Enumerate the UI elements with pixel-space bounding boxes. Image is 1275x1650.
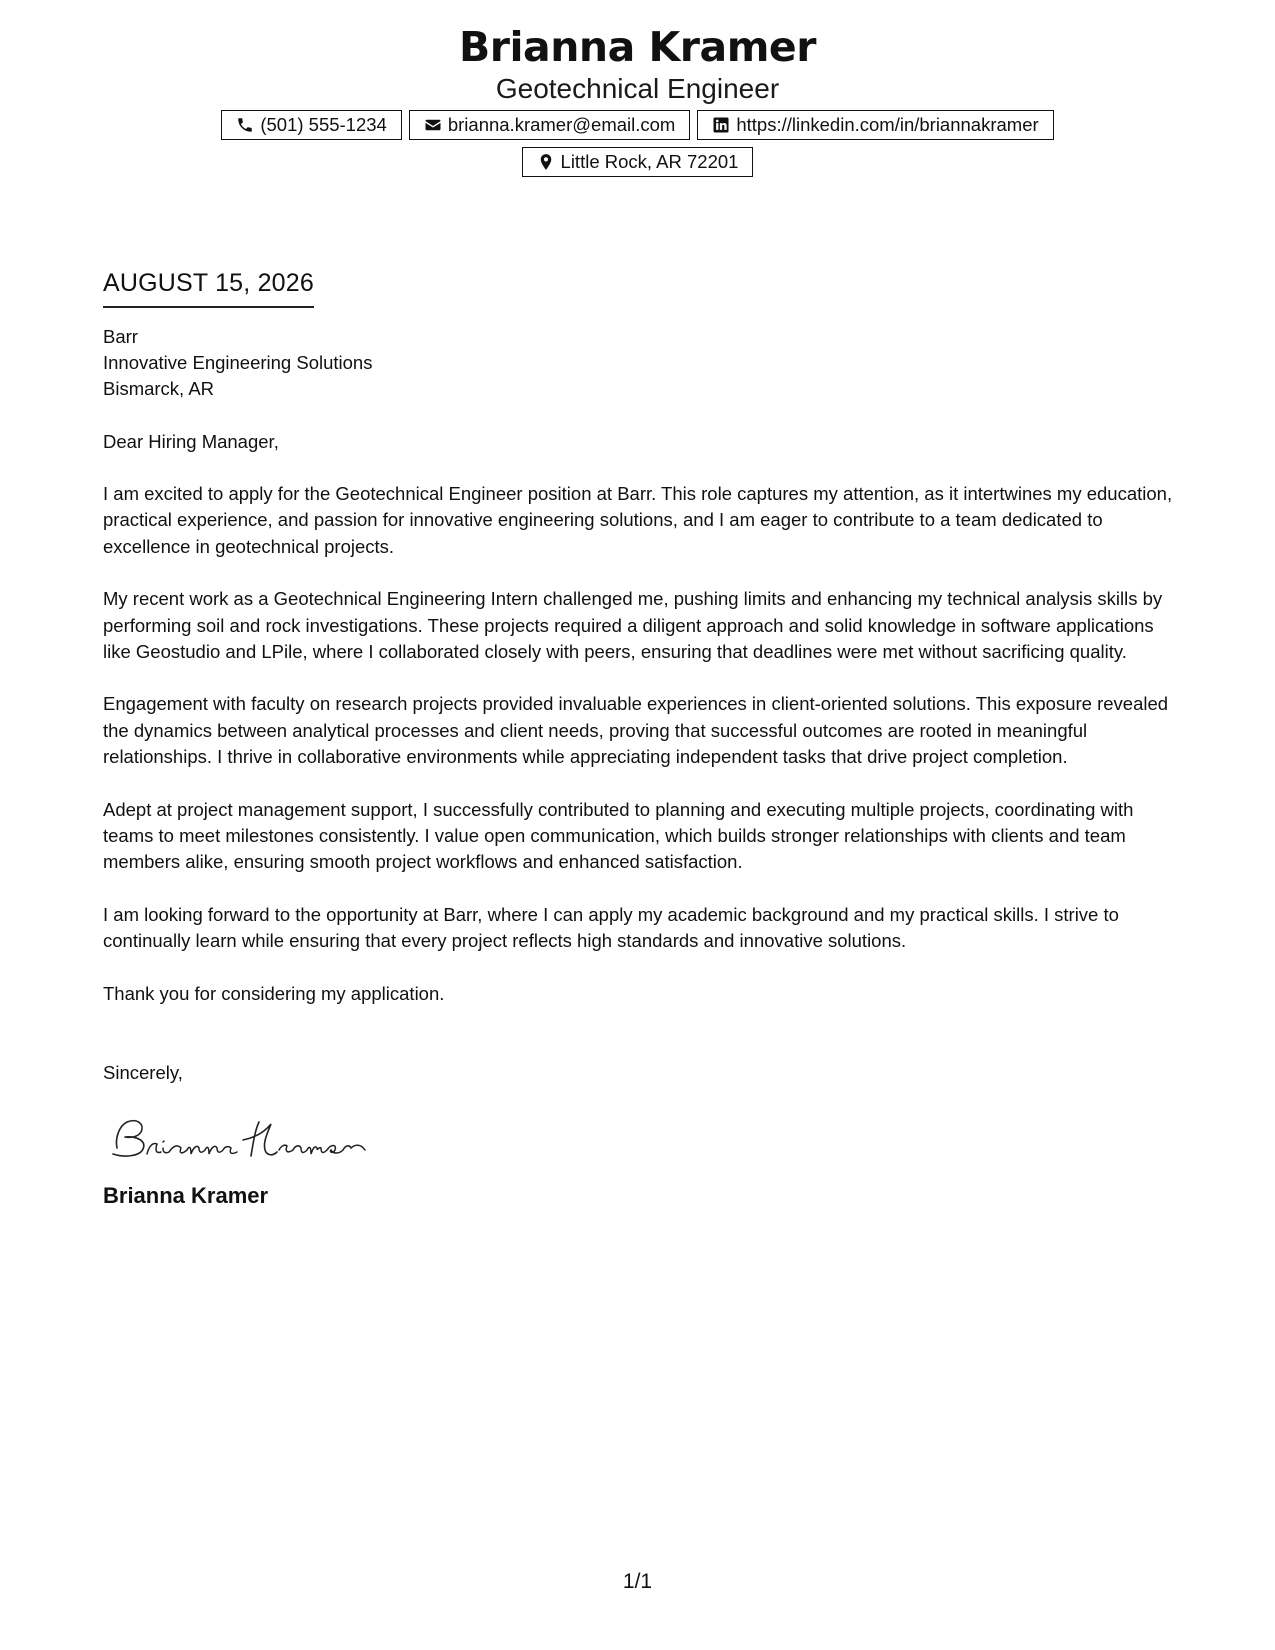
letter-date: AUGUST 15, 2026 xyxy=(103,262,314,308)
contact-linkedin[interactable] xyxy=(697,110,1053,140)
recipient-company: Barr xyxy=(103,326,138,347)
greeting: Dear Hiring Manager, xyxy=(103,431,279,452)
page-number: 1/1 xyxy=(622,1570,653,1593)
recipient-division: Innovative Engineering Solutions xyxy=(103,352,373,373)
contact-email[interactable] xyxy=(409,110,691,140)
phone-icon xyxy=(236,116,254,134)
contact-row-primary xyxy=(0,110,1275,140)
paragraph-internship: My recent work as a Geotechnical Engineering Intern challenged me, pushing limits and enhancing my technical analysis skills by performing soil and rock investigations. These projects required a diligent approach and solid knowledge in software applications like Geostudio and LPile, where I collaborated closely with peers, ensuring that deadlines were met without sacrificing quality. xyxy=(103,588,1163,663)
closing: Sincerely, xyxy=(103,1062,183,1084)
paragraph-outlook: I am looking forward to the opportunity at Barr, where I can apply my academic background and my practical skills. I strive to continually learn while ensuring that every project reflects high standards and innovative solutions. xyxy=(103,903,1119,952)
signature-image xyxy=(103,1110,1183,1168)
recipient-location: Bismarck, AR xyxy=(103,378,215,399)
letter-header xyxy=(0,22,1275,177)
contact-row-secondary xyxy=(0,147,1275,177)
contact-phone-text: (501) 555-1234 xyxy=(260,114,387,135)
paragraph-thanks: Thank you for considering my application. xyxy=(103,982,445,1004)
linkedin-icon xyxy=(712,116,730,134)
contact-linkedin-text: https://linkedin.com/in/briannakramer xyxy=(736,114,1039,135)
applicant-role: Geotechnical Engineer xyxy=(495,73,780,104)
recipient-block xyxy=(103,324,1183,402)
contact-email-text: brianna.kramer@email.com xyxy=(447,114,676,135)
letter-body xyxy=(103,262,1183,1210)
paragraph-research: Engagement with faculty on research projects provided invaluable experiences in client-oriented solutions. This exposure revealed the dynamics between analytical processes and client needs, proving that successful outcomes are rooted in meaningful relationships. I thrive in collaborative environments while appreciating independent tasks that drive project completion. xyxy=(103,693,1169,768)
envelope-icon xyxy=(424,116,442,134)
paragraph-project-management: Adept at project management support, I successfully contributed to planning and executing multiple projects, coordinating with teams to meet milestones consistently. I value open communication, which builds stronger relationships with clients and team members alike, ensuring smooth project workflows and enhanced satisfaction. xyxy=(103,798,1134,873)
paragraph-intro: I am excited to apply for the Geotechnical Engineer position at Barr. This role captures my attention, as it intertwines my education, practical experience, and passion for innovative engineering solutions, and I am eager to contribute to a team dedicated to excellence in geotechnical projects. xyxy=(103,483,1173,557)
applicant-name: Brianna Kramer xyxy=(459,23,816,71)
contact-location xyxy=(522,147,754,177)
map-pin-icon xyxy=(537,153,555,171)
contact-location-text: Little Rock, AR 72201 xyxy=(560,151,739,172)
handwritten-signature xyxy=(103,1110,373,1168)
signed-name: Brianna Kramer xyxy=(103,1183,269,1209)
contact-phone[interactable] xyxy=(221,110,402,140)
